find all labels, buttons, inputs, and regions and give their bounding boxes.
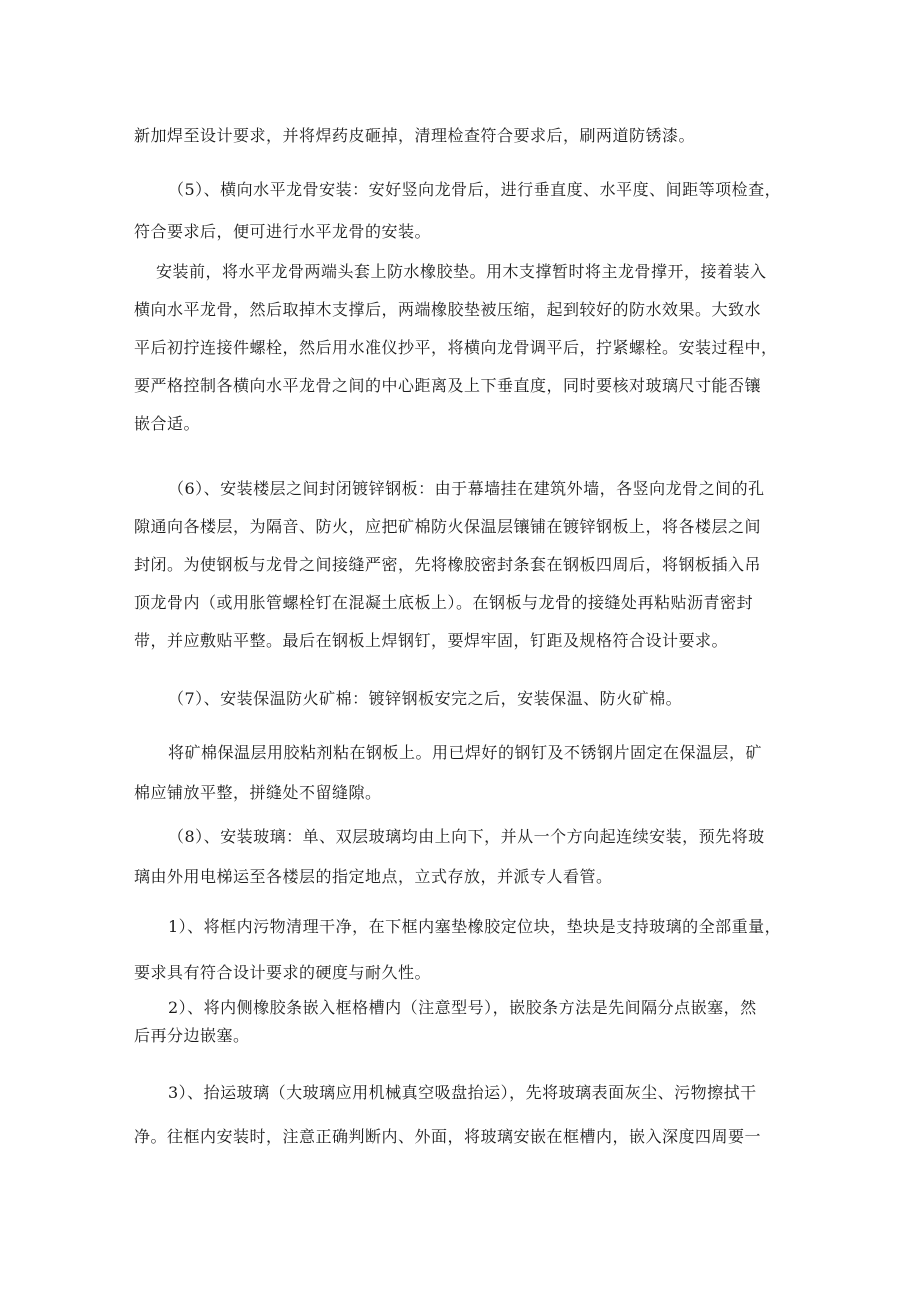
text-line: 横向水平龙骨，然后取掉木支撑后，两端橡胶垫被压缩，起到较好的防水效果。大致水 — [134, 300, 762, 319]
paragraph — [134, 904, 794, 996]
paragraph — [134, 126, 794, 146]
text-line: 净。往框内安装时，注意正确判断内、外面，将玻璃安嵌在框槽内，嵌入深度四周要一 — [134, 1127, 762, 1146]
text-line: 将矿棉保温层用胶粘剂粘在钢板上。用已焊好的钢钉及不锈钢片固定在保温层，矿 — [168, 743, 763, 762]
text-line: 3）、抬运玻璃（大玻璃应用机械真空吸盘抬运），先将玻璃表面灰尘、污物擦拭干 — [168, 1083, 757, 1102]
text-line: 棉应铺放平整，拼缝处不留缝隙。 — [134, 783, 382, 802]
text-line: （8）、安装玻璃：单、双层玻璃均由上向下，并从一个方向起连续安装，预先将玻 — [168, 827, 765, 846]
paragraph — [134, 253, 794, 443]
text-line: 带，并应敷贴平整。最后在钢板上焊钢钉，要焊牢固，钉距及规格符合设计要求。 — [134, 631, 729, 650]
text-line: 要求具有符合设计要求的硬度与耐久性。 — [134, 963, 432, 982]
text-line: 顶龙骨内（或用胀管螺栓钉在混凝土底板上）。在钢板与龙骨的接缝处再粘贴沥青密封 — [134, 593, 754, 612]
paragraph — [134, 689, 794, 709]
text-line: 符合要求后，便可进行水平龙骨的安装。 — [134, 222, 432, 241]
text-line: 平后初拧连接件螺栓，然后用水准仪抄平，将横向龙骨调平后，拧紧螺栓。安装过程中， — [134, 338, 778, 357]
text-line: （5）、横向水平龙骨安装：安好竖向龙骨后，进行垂直度、水平度、间距等项检查， — [168, 180, 782, 199]
text-line: 安装前，将水平龙骨两端头套上防水橡胶垫。用木支撑暂时将主龙骨撑开，接着装入 — [156, 262, 767, 281]
text-line: 后再分边嵌塞。 — [134, 1026, 250, 1045]
paragraph — [134, 1071, 794, 1159]
text-line: 封闭。为使钢板与龙骨之间接缝严密，先将橡胶密封条套在钢板四周后，将钢板插入吊 — [134, 555, 762, 574]
paragraph — [134, 470, 794, 660]
text-line: 璃由外用电梯运至各楼层的指定地点，立式存放，并派专人看管。 — [134, 867, 613, 886]
text-line: 2）、将内侧橡胶条嵌入框格槽内（注意型号），嵌胶条方法是先间隔分点嵌塞，然 — [168, 998, 757, 1017]
paragraph — [134, 169, 794, 253]
text-line: 1）、将框内污物清理干净，在下框内塞垫橡胶定位块，垫块是支持玻璃的全部重量， — [168, 917, 782, 936]
paragraph — [134, 817, 794, 897]
text-line: 新加焊至设计要求，并将焊药皮砸掉，清理检查符合要求后，刷两道防锈漆。 — [134, 126, 696, 145]
text-line: 嵌合适。 — [134, 414, 201, 433]
text-line: 隙通向各楼层，为隔音、防火，应把矿棉防火保温层镶铺在镀锌钢板上，将各楼层之间 — [134, 517, 762, 536]
text-line: 要严格控制各横向水平龙骨之间的中心距离及上下垂直度，同时要核对玻璃尺寸能否镶 — [134, 376, 762, 395]
text-line: （6）、安装楼层之间封闭镀锌钢板：由于幕墙挂在建筑外墙，各竖向龙骨之间的孔 — [168, 479, 765, 498]
paragraph — [134, 994, 794, 1050]
paragraph — [134, 733, 794, 813]
text-line: （7）、安装保温防火矿棉：镀锌钢板安完之后，安装保温、防火矿棉。 — [168, 689, 683, 708]
